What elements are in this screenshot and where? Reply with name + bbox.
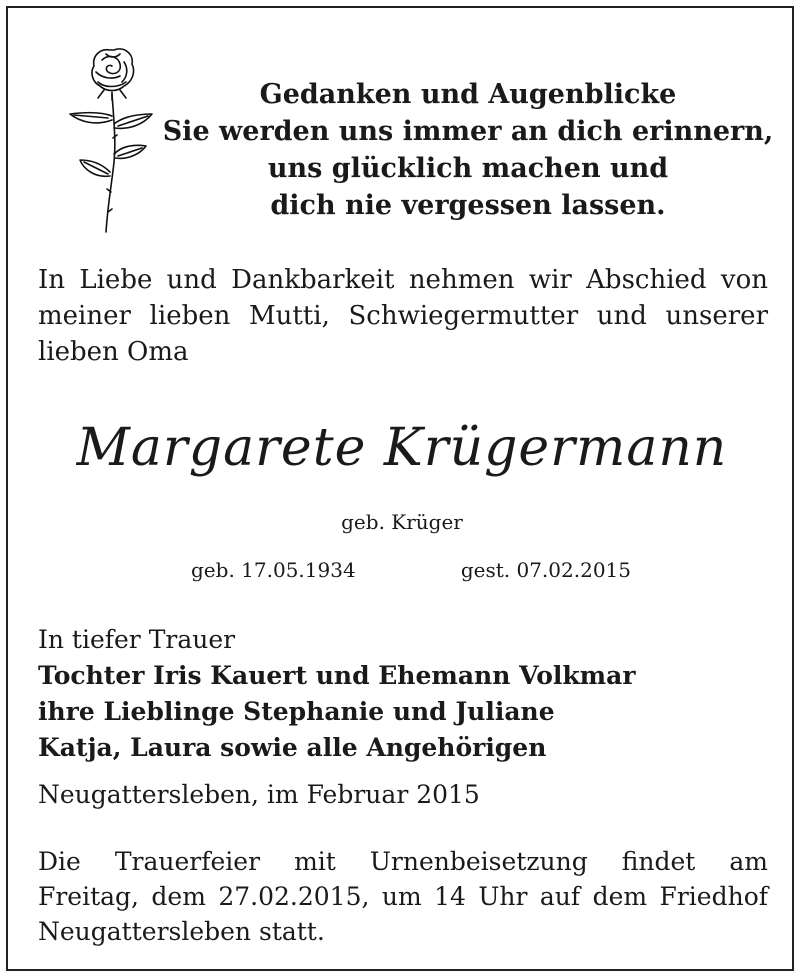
poem-line: Sie werden uns immer an dich erinnern, bbox=[162, 116, 774, 147]
poem-line: uns glücklich machen und bbox=[267, 153, 669, 184]
poem bbox=[158, 76, 778, 224]
intro-line: lieben Oma bbox=[38, 337, 189, 367]
mourner-line: Katja, Laura sowie alle Angehörigen bbox=[38, 733, 547, 762]
birth-name: geb. Krüger bbox=[341, 510, 463, 534]
funeral-line: Die Trauerfeier mit Urnenbeisetzung findet am bbox=[38, 847, 768, 876]
deceased-name: Margarete Krügermann bbox=[76, 418, 728, 478]
intro-line: meiner lieben Mutti, Schwiegermutter und unserer bbox=[38, 301, 768, 331]
mourner-line: ihre Lieblinge Stephanie und Juliane bbox=[38, 697, 555, 726]
mourner-line: Tochter Iris Kauert und Ehemann Volkmar bbox=[38, 661, 636, 690]
poem-line: Gedanken und Augenblicke bbox=[259, 79, 677, 110]
mourners bbox=[38, 622, 778, 766]
funeral-line: Freitag, dem 27.02.2015, um 14 Uhr auf dem Friedhof bbox=[38, 882, 768, 911]
place-date: Neugattersleben, im Februar 2015 bbox=[38, 780, 480, 809]
birth-date: geb. 17.05.1934 bbox=[191, 558, 356, 582]
intro-text bbox=[38, 262, 768, 370]
life-dates bbox=[191, 558, 631, 582]
funeral-line: Neugattersleben statt. bbox=[38, 917, 325, 946]
rose-icon bbox=[62, 42, 158, 238]
poem-line: dich nie vergessen lassen. bbox=[270, 190, 666, 221]
mourners-heading: In tiefer Trauer bbox=[38, 625, 236, 654]
intro-line: In Liebe und Dankbarkeit nehmen wir Abschied von bbox=[38, 265, 768, 295]
obituary-card bbox=[6, 6, 794, 971]
death-date: gest. 07.02.2015 bbox=[460, 558, 631, 582]
funeral-notice bbox=[38, 844, 768, 949]
